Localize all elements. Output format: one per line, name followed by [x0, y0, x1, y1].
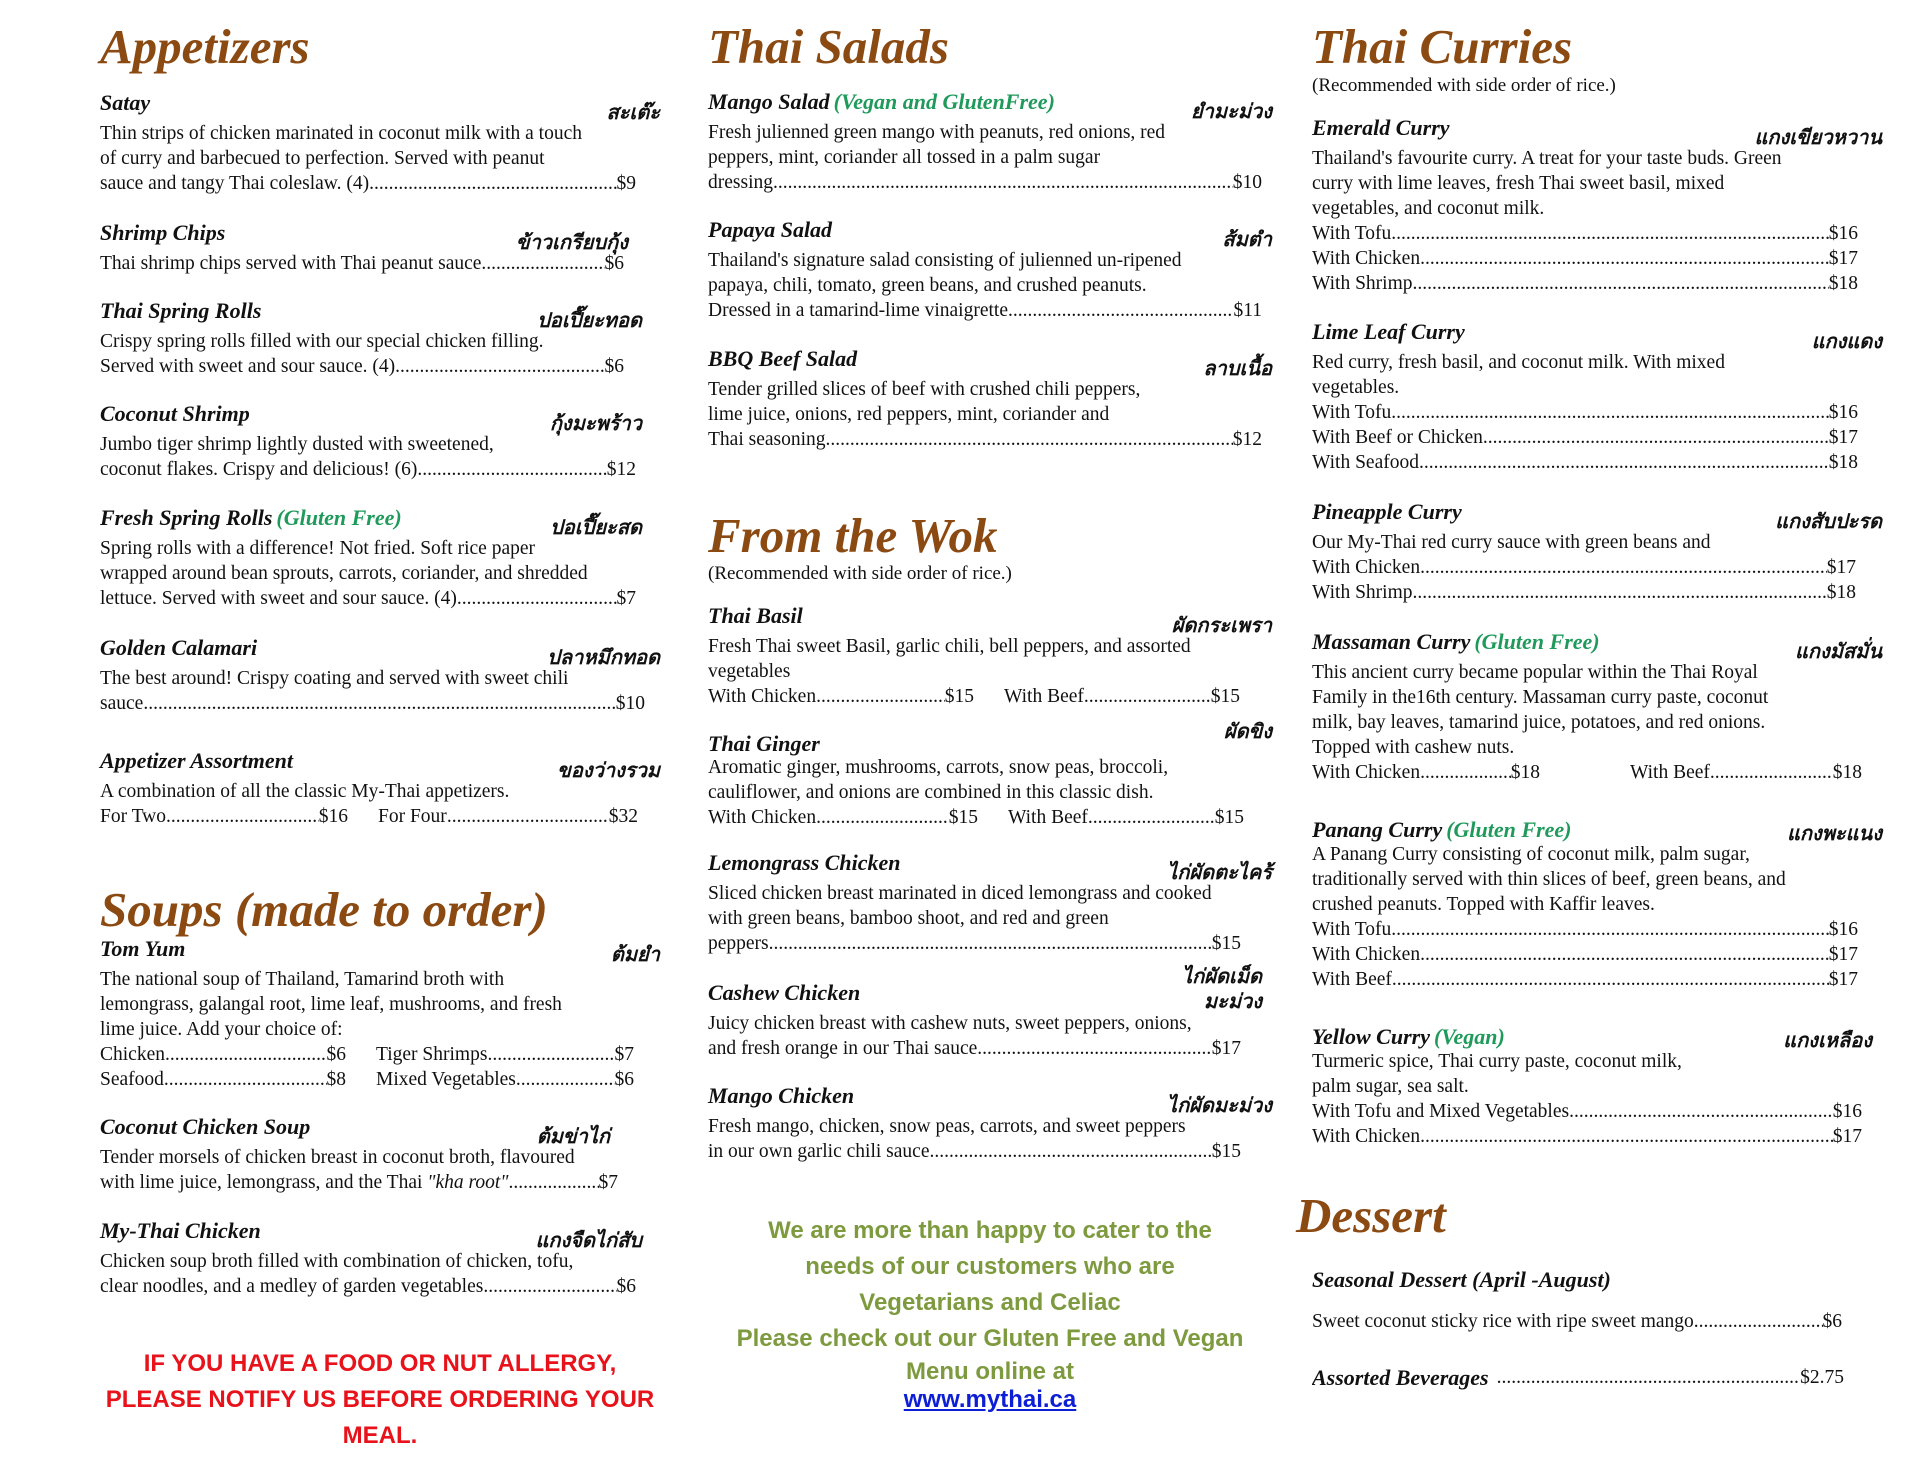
item-description: Crispy spring rolls filled with our special chicken filling.: [100, 331, 544, 352]
wok-rice-note: (Recommended with side order of rice.): [708, 563, 1012, 584]
item-price: $6: [1822, 1311, 1842, 1332]
item-price: $17: [1211, 1038, 1241, 1059]
item-description: Tender morsels of chicken breast in coconut broth, flavoured: [100, 1147, 575, 1168]
item-description: lime juice. Add your choice of:: [100, 1019, 343, 1040]
item-description: Thin strips of chicken marinated in coconut milk with a touch: [100, 123, 582, 144]
thai-name: ปอเปี๊ยะทอด: [537, 308, 642, 332]
menu-item-mango-chicken: [708, 1081, 1272, 1164]
option-label: With Beef: [1630, 762, 1710, 783]
item-price: $7: [598, 1172, 618, 1193]
option-label: With Chicken: [1312, 248, 1421, 269]
item-description: Thai seasoning: [708, 429, 826, 450]
item-description: Sweet coconut sticky rice with ripe sweet mango: [1312, 1311, 1694, 1332]
dietary-notice: [708, 1213, 1272, 1413]
option-label: Tiger Shrimps: [376, 1044, 488, 1065]
menu-item-appetizer-assortment: [100, 746, 660, 829]
item-description: lemongrass, galangal root, lime leaf, mushrooms, and fresh: [100, 994, 562, 1015]
menu-item-lime-leaf-curry: [1312, 317, 1882, 475]
item-description: curry with lime leaves, fresh Thai sweet basil, mixed: [1312, 173, 1725, 194]
item-description: Family in the16th century. Massaman curry paste, coconut: [1312, 687, 1769, 708]
item-price: $12: [606, 459, 636, 480]
item-name: Lemongrass Chicken: [708, 850, 901, 875]
item-description: Thailand's favourite curry. A treat for your taste buds. Green: [1312, 148, 1782, 169]
website-link[interactable]: www.mythai.ca: [903, 1386, 1077, 1413]
item-name: Yellow Curry: [1312, 1024, 1430, 1049]
thai-name: แกงแดง: [1811, 329, 1882, 353]
item-description: peppers: [708, 933, 769, 954]
menu-item-shrimp-chips: [100, 218, 660, 276]
option-label: With Seafood: [1312, 452, 1419, 473]
gluten-free-tag: (Gluten Free): [1446, 817, 1572, 842]
item-name: Shrimp Chips: [100, 220, 226, 245]
item-description: milk, bay leaves, tamarind juice, potatoes, and red onions.: [1312, 712, 1766, 733]
from-the-wok-title: From the Wok: [708, 508, 998, 563]
thai-name: ผัดขิง: [1223, 719, 1272, 743]
option-label: With Tofu: [1312, 919, 1392, 940]
item-description: palm sugar, sea salt.: [1312, 1076, 1469, 1097]
dietary-line: Vegetarians and Celiac: [859, 1289, 1121, 1316]
option-label: With Tofu: [1312, 223, 1392, 244]
option-price: $6: [614, 1069, 634, 1090]
option-label: Seafood: [100, 1069, 164, 1090]
item-description: The best around! Crispy coating and served with sweet chili: [100, 668, 569, 689]
option-label: With Beef or Chicken: [1312, 427, 1483, 448]
menu-item-lemongrass-chicken: [708, 848, 1272, 956]
menu-item-golden-calamari: [100, 633, 660, 716]
thai-name: [1182, 964, 1262, 1014]
item-description: of curry and barbecued to perfection. Served with peanut: [100, 148, 545, 169]
item-description: Thailand's signature salad consisting of julienned un-ripened: [708, 250, 1182, 271]
option-label: With Chicken: [1312, 557, 1421, 578]
thai-curries-title: Thai Curries: [1312, 19, 1573, 74]
item-description: dressing: [708, 172, 773, 193]
option-price: $15: [944, 686, 974, 707]
dietary-line: Menu online at: [906, 1358, 1074, 1385]
menu-item-yellow-curry: [1312, 1022, 1882, 1149]
item-description: clear noodles, and a medley of garden vegetables: [100, 1276, 484, 1297]
option-label: With Shrimp: [1312, 582, 1413, 603]
item-description: Tender grilled slices of beef with crushed chili peppers,: [708, 379, 1141, 400]
item-name: Thai Basil: [708, 603, 803, 628]
item-price: $2.75: [1800, 1367, 1844, 1388]
item-price: $15: [1211, 1141, 1241, 1162]
menu-item-panang-curry: [1312, 815, 1882, 992]
thai-name: แกงพะแนง: [1786, 821, 1882, 845]
option-price: $32: [608, 806, 638, 827]
item-price: $10: [1232, 172, 1262, 193]
item-description: Thai shrimp chips served with Thai peanut sauce: [100, 253, 482, 274]
allergy-line: PLEASE NOTIFY US BEFORE ORDERING YOUR: [105, 1386, 655, 1413]
menu-item-coconut-chicken-soup: [100, 1112, 660, 1195]
option-label: For Four: [378, 806, 447, 827]
item-description: lime juice, onions, red peppers, mint, coriander and: [708, 404, 1110, 425]
thai-name: แกงเขียวหวาน: [1754, 125, 1882, 149]
gluten-free-tag: (Gluten Free): [276, 505, 402, 530]
item-description: Our My-Thai red curry sauce with green beans and: [1312, 532, 1711, 553]
option-label: With Tofu and Mixed Vegetables: [1312, 1101, 1570, 1122]
dessert-title: Dessert: [1296, 1188, 1446, 1243]
item-description: Jumbo tiger shrimp lightly dusted with sweetened,: [100, 434, 494, 455]
item-description: A combination of all the classic My-Thai appetizers.: [100, 781, 510, 802]
item-name: Thai Spring Rolls: [100, 298, 262, 323]
menu-item-my-thai-chicken: [100, 1216, 660, 1299]
option-label: With Beef: [1008, 807, 1088, 828]
menu-item-tom-yum: [100, 934, 660, 1092]
vegan-tag: (Vegan): [1433, 1024, 1505, 1049]
thai-name: แกงจืดไก่สับ: [535, 1228, 642, 1252]
option-price: $15: [948, 807, 978, 828]
option-label: With Chicken: [1312, 1126, 1421, 1147]
thai-name-line: ไก่ผัดเม็ด: [1182, 964, 1262, 988]
option-price: $8: [326, 1069, 346, 1090]
item-name: Golden Calamari: [100, 635, 258, 660]
allergy-line: IF YOU HAVE A FOOD OR NUT ALLERGY,: [143, 1350, 617, 1377]
thai-name: แกงมัสมั่น: [1794, 639, 1882, 663]
thai-name: ปลาหมึกทอด: [547, 645, 660, 669]
item-name: Tom Yum: [100, 936, 186, 961]
option-price: $17: [1828, 944, 1858, 965]
item-description: Juicy chicken breast with cashew nuts, sweet peppers, onions,: [708, 1013, 1192, 1034]
thai-name: ไก่ผัดมะม่วง: [1167, 1093, 1272, 1117]
menu-item-thai-spring-rolls: [100, 296, 660, 379]
thai-name: ข้าวเกรียบกุ้ง: [515, 230, 628, 254]
item-description: traditionally served with thin slices of beef, green beans, and: [1312, 869, 1786, 890]
item-description: Topped with cashew nuts.: [1312, 737, 1515, 758]
thai-name: ปอเปี๊ยะสด: [550, 515, 642, 539]
item-price: $11: [1233, 300, 1262, 321]
thai-name: ส้มตำ: [1222, 227, 1272, 251]
menu-item-fresh-spring-rolls: [100, 503, 660, 611]
thai-name: ยำมะม่วง: [1190, 99, 1272, 123]
menu-item-seasonal-dessert: [1312, 1265, 1882, 1334]
thai-name-line: มะม่วง: [1203, 989, 1262, 1013]
option-price: $18: [1828, 273, 1858, 294]
option-label: With Chicken: [1312, 944, 1421, 965]
thai-name: สะเต๊ะ: [606, 100, 660, 124]
item-description: with green beans, bamboo shoot, and red and green: [708, 908, 1109, 929]
option-price: $18: [1828, 452, 1858, 473]
item-name: My-Thai Chicken: [100, 1218, 261, 1243]
option-price: $16: [1832, 1101, 1862, 1122]
thai-name: กุ้งมะพร้าว: [549, 411, 642, 435]
item-description: Chicken soup broth filled with combination of chicken, tofu,: [100, 1251, 574, 1272]
menu-item-thai-ginger: [708, 719, 1272, 830]
thai-name: ลาบเนื้อ: [1203, 356, 1272, 380]
dietary-line: We are more than happy to cater to the: [768, 1217, 1212, 1244]
option-label: With Tofu: [1312, 402, 1392, 423]
thai-name: ต้มข่าไก่: [536, 1124, 610, 1148]
option-price: $16: [1828, 223, 1858, 244]
item-price: $9: [616, 173, 636, 194]
item-description: A Panang Curry consisting of coconut milk, palm sugar,: [1312, 844, 1750, 865]
item-name: Assorted Beverages: [1312, 1365, 1489, 1390]
option-label: With Beef: [1312, 969, 1392, 990]
item-name: Coconut Shrimp: [100, 401, 250, 426]
item-description: The national soup of Thailand, Tamarind broth with: [100, 969, 505, 990]
option-label: With Chicken: [708, 686, 817, 707]
thai-salads-title: Thai Salads: [708, 19, 949, 74]
item-description: This ancient curry became popular within the Thai Royal: [1312, 662, 1758, 683]
menu-item-assorted-beverages: [1312, 1363, 1882, 1393]
allergy-line: MEAL.: [342, 1422, 418, 1449]
option-price: $16: [1828, 402, 1858, 423]
option-price: $6: [326, 1044, 346, 1065]
item-name: Papaya Salad: [708, 217, 833, 242]
option-label: With Chicken: [708, 807, 817, 828]
item-name: Pineapple Curry: [1312, 499, 1462, 524]
item-description: Dressed in a tamarind-lime vinaigrette: [708, 300, 1008, 321]
option-price: $17: [1828, 969, 1858, 990]
menu-item-satay: [100, 88, 660, 196]
thai-name: ไก่ผัดตะไคร้: [1167, 860, 1272, 884]
option-price: $18: [1826, 582, 1856, 603]
item-description: Spring rolls with a difference! Not fried. Soft rice paper: [100, 538, 535, 559]
item-price: $6: [616, 1276, 636, 1297]
item-name: Emerald Curry: [1312, 115, 1450, 140]
item-description: Turmeric spice, Thai curry paste, coconut milk,: [1312, 1051, 1682, 1072]
item-description: lettuce. Served with sweet and sour sauce. (4): [100, 588, 457, 609]
item-description: crushed peanuts. Topped with Kaffir leaves.: [1312, 894, 1655, 915]
item-description: vegetables, and coconut milk.: [1312, 198, 1545, 219]
option-price: $7: [614, 1044, 634, 1065]
curries-rice-note: (Recommended with side order of rice.): [1312, 75, 1616, 96]
option-price: $16: [318, 806, 348, 827]
item-description: and fresh orange in our Thai sauce: [708, 1038, 978, 1059]
item-description: peppers, mint, coriander all tossed in a palm sugar: [708, 147, 1101, 168]
menu-item-thai-basil: [708, 601, 1272, 709]
item-description: vegetables.: [1312, 377, 1400, 398]
menu-item-papaya-salad: [708, 215, 1272, 323]
dietary-line: Please check out our Gluten Free and Vegan: [736, 1325, 1244, 1352]
item-price: $15: [1211, 933, 1241, 954]
item-name: Satay: [100, 90, 151, 115]
option-price: $17: [1826, 557, 1856, 578]
item-name: Mango Salad: [708, 89, 830, 114]
option-price: $18: [1832, 762, 1862, 783]
menu-item-pineapple-curry: [1312, 497, 1882, 605]
option-price: $15: [1214, 807, 1244, 828]
thai-name: ของว่างรวม: [557, 758, 660, 782]
option-label: For Two: [100, 806, 166, 827]
menu-item-coconut-shrimp: [100, 399, 660, 482]
item-description: sauce and tangy Thai coleslaw. (4): [100, 173, 370, 194]
item-description: Red curry, fresh basil, and coconut milk. With mixed: [1312, 352, 1725, 373]
thai-name: แกงเหลือง: [1783, 1028, 1872, 1052]
item-description: papaya, chili, tomato, green beans, and crushed peanuts.: [708, 275, 1147, 296]
item-name: Coconut Chicken Soup: [100, 1114, 311, 1139]
option-label: With Shrimp: [1312, 273, 1413, 294]
item-price: $12: [1232, 429, 1262, 450]
option-price: $17: [1828, 248, 1858, 269]
item-name: Fresh Spring Rolls: [100, 505, 273, 530]
item-description: in our own garlic chili sauce: [708, 1141, 930, 1162]
item-description: Fresh julienned green mango with peanuts, red onions, red: [708, 122, 1166, 143]
menu-item-massaman-curry: [1312, 627, 1882, 785]
thai-name: แกงสับปะรด: [1775, 509, 1882, 533]
menu-item-bbq-beef-salad: [708, 344, 1272, 452]
dietary-line: needs of our customers who are: [805, 1253, 1175, 1280]
option-label: Mixed Vegetables: [376, 1069, 516, 1090]
item-name: Appetizer Assortment: [100, 748, 293, 773]
item-description: wrapped around bean sprouts, carrots, coriander, and shredded: [100, 563, 588, 584]
item-description: with lime juice, lemongrass, and the Thai: [100, 1172, 428, 1193]
item-description: sauce: [100, 693, 144, 714]
item-description: coconut flakes. Crispy and delicious! (6): [100, 459, 418, 480]
menu-item-cashew-chicken: [708, 964, 1272, 1061]
option-label: With Beef: [1004, 686, 1084, 707]
item-name: Thai Ginger: [708, 731, 820, 756]
item-description: Served with sweet and sour sauce. (4): [100, 356, 396, 377]
item-description: Fresh Thai sweet Basil, garlic chili, bell peppers, and assorted: [708, 636, 1191, 657]
item-description: Aromatic ginger, mushrooms, carrots, snow peas, broccoli,: [708, 757, 1169, 778]
item-name: Mango Chicken: [708, 1083, 855, 1108]
thai-name: ผัดกระเพรา: [1171, 613, 1272, 637]
menu-item-mango-salad: [708, 87, 1272, 195]
allergy-notice: [100, 1346, 660, 1454]
gluten-free-tag: (Gluten Free): [1474, 629, 1600, 654]
appetizers-title: Appetizers: [100, 19, 310, 74]
item-description: vegetables: [708, 661, 791, 682]
item-price: $6: [604, 253, 624, 274]
item-price: $10: [615, 693, 645, 714]
item-description: Fresh mango, chicken, snow peas, carrots, and sweet peppers: [708, 1116, 1186, 1137]
item-price: $7: [616, 588, 636, 609]
item-name: Panang Curry: [1312, 817, 1443, 842]
option-price: $15: [1210, 686, 1240, 707]
menu-item-emerald-curry: [1312, 113, 1882, 296]
item-price: $6: [604, 356, 624, 377]
item-name: Cashew Chicken: [708, 980, 861, 1005]
kha-root-text: "kha root": [427, 1172, 509, 1193]
item-description: cauliflower, and onions are combined in this classic dish.: [708, 782, 1154, 803]
item-name: Lime Leaf Curry: [1312, 319, 1465, 344]
vegan-gluten-free-tag: (Vegan and GlutenFree): [833, 89, 1055, 114]
item-name: Seasonal Dessert (April -August): [1312, 1267, 1611, 1292]
item-name: BBQ Beef Salad: [708, 346, 858, 371]
thai-name: ต้มยำ: [610, 942, 660, 966]
option-label: Chicken: [100, 1044, 165, 1065]
option-label: With Chicken: [1312, 762, 1421, 783]
option-price: $17: [1828, 427, 1858, 448]
item-description: Sliced chicken breast marinated in diced lemongrass and cooked: [708, 883, 1212, 904]
soups-title: Soups (made to order): [100, 882, 548, 937]
option-price: $18: [1510, 762, 1540, 783]
option-price: $16: [1828, 919, 1858, 940]
item-name: Massaman Curry: [1312, 629, 1471, 654]
option-price: $17: [1832, 1126, 1862, 1147]
